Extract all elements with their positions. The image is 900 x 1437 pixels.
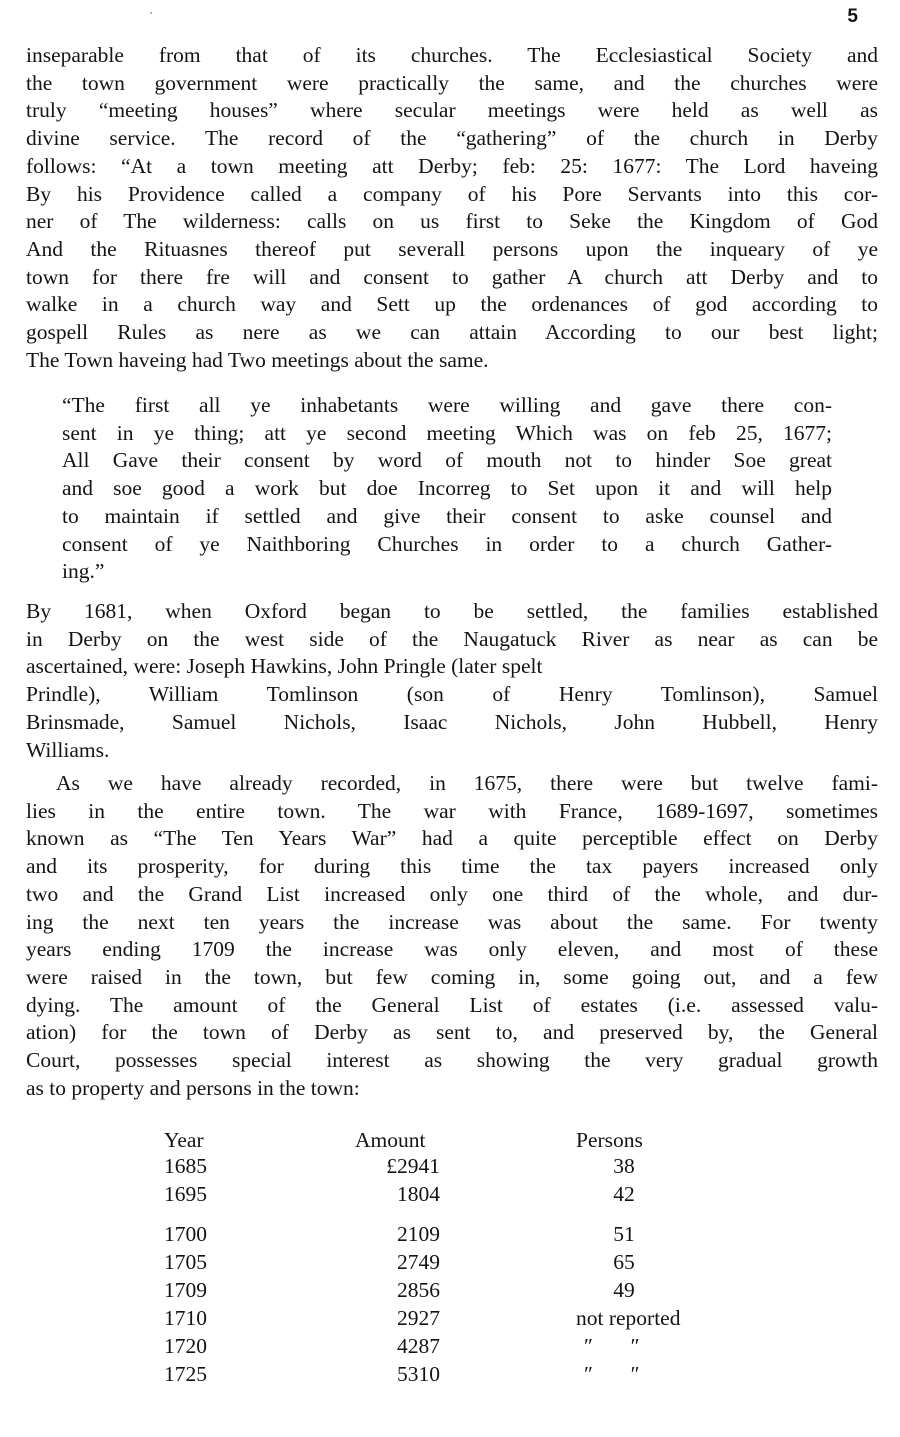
amount-cell: 4287 [397,1334,440,1358]
block-quote [62,392,832,586]
text-line: years ending 1709 the increase was only eleven, and most of these [26,937,878,962]
table-row [0,1334,900,1362]
persons-cell: 42 [613,1182,635,1206]
header-persons: Persons [576,1128,643,1152]
text-line: Williams. [26,737,110,762]
year-cell: 1710 [164,1306,207,1330]
quote-line: ing.” [62,559,105,584]
text-line: walke in a church way and Sett up the ordenances of god according to [26,292,878,317]
persons-cell: 51 [613,1222,635,1246]
text-line: lies in the entire town. The war with France, 1689-1697, sometimes [26,798,878,823]
text-line: ascertained, were: Joseph Hawkins, John Pringle (later spelt [26,654,543,679]
year-cell: 1720 [164,1334,207,1358]
page-number: 5 [847,6,858,27]
amount-cell: 2749 [397,1250,440,1274]
text-line: By his Providence called a company of his Pore Servants into this cor- [26,181,878,206]
text-line: divine service. The record of the “gathering” of the church in Derby [26,126,878,151]
table-row [0,1222,900,1250]
text-line: Brinsmade, Samuel Nichols, Isaac Nichols, John Hubbell, Henry [26,709,878,734]
persons-cell: not reported [576,1306,681,1330]
year-cell: 1709 [164,1278,207,1302]
amount-cell: 1804 [397,1182,440,1206]
text-line: And the Rituasnes thereof put severall persons upon the inqueary of ye [26,236,878,261]
paragraph-1 [26,42,878,374]
table-header-row [0,1128,900,1156]
text-line: ation) for the town of Derby as sent to, and preserved by, the General [26,1020,878,1045]
text-line: dying. The amount of the General List of estates (i.e. assessed valu- [26,992,878,1017]
text-line: follows: “At a town meeting att Derby; feb: 25: 1677: The Lord haveing [26,153,878,178]
text-line: the town government were practically the same, and the churches were [26,70,878,95]
quote-line: to maintain if settled and give their consent to aske counsel and [62,503,832,528]
text-line: ner of The wilderness: calls on us first to Seke the Kingdom of God [26,209,878,234]
table-row [0,1306,900,1334]
persons-cell: ″ ″ [584,1334,640,1358]
persons-cell: 65 [613,1250,635,1274]
table-row [0,1250,900,1278]
text-line: and its prosperity, for during this time the tax payers increased only [26,854,878,879]
text-line: two and the Grand List increased only one third of the whole, and dur- [26,881,878,906]
quote-line: consent of ye Naithboring Churches in order to a church Gather- [62,531,832,556]
amount-cell: 2109 [397,1222,440,1246]
text-line: Prindle), William Tomlinson (son of Henry Tomlinson), Samuel [26,682,878,707]
amount-cell: £2941 [386,1154,440,1178]
text-line: As we have already recorded, in 1675, there were but twelve fami- [56,771,878,795]
quote-line: and soe good a work but doe Incorreg to Set upon it and will help [62,476,832,501]
year-cell: 1725 [164,1362,207,1386]
year-cell: 1695 [164,1182,207,1206]
header-year: Year [164,1128,204,1152]
text-line: town for there fre will and consent to gather A church att Derby and to [26,264,878,289]
text-line: gospell Rules as nere as we can attain According to our best light; [26,320,878,345]
persons-cell: ″ ″ [584,1362,640,1386]
year-cell: 1705 [164,1250,207,1274]
speck-mark [150,12,152,14]
table-row [0,1362,900,1390]
paragraph-3 [26,770,878,1102]
text-line: By 1681, when Oxford began to be settled, the families established [26,599,878,623]
amount-cell: 2856 [397,1278,440,1302]
header-amount: Amount [355,1128,426,1152]
text-line: ing the next ten years the increase was about the same. For twenty [26,909,878,934]
text-line: were raised in the town, but few coming in, some going out, and a few [26,964,878,989]
amount-cell: 2927 [397,1306,440,1330]
text-line: inseparable from that of its churches. The Ecclesiastical Society and [26,43,878,67]
table-row [0,1182,900,1210]
paragraph-2 [26,598,878,764]
text-line: in Derby on the west side of the Naugatuck River as near as can be [26,626,878,651]
persons-cell: 38 [613,1154,635,1178]
text-line: truly “meeting houses” where secular meetings were held as well as [26,98,878,123]
text-line: The Town haveing had Two meetings about the same. [26,347,489,372]
text-line: as to property and persons in the town: [26,1075,360,1100]
amount-cell: 5310 [397,1362,440,1386]
table-row [0,1278,900,1306]
quote-line: All Gave their consent by word of mouth not to hinder Soe great [62,448,832,473]
year-cell: 1700 [164,1222,207,1246]
quote-line: “The first all ye inhabetants were willing and gave there con- [62,393,832,417]
text-line: known as “The Ten Years War” had a quite perceptible effect on Derby [26,826,878,851]
year-cell: 1685 [164,1154,207,1178]
persons-cell: 49 [613,1278,635,1302]
quote-line: sent in ye thing; att ye second meeting Which was on feb 25, 1677; [62,420,832,445]
text-line: Court, possesses special interest as showing the very gradual growth [26,1048,878,1073]
table-row [0,1154,900,1182]
